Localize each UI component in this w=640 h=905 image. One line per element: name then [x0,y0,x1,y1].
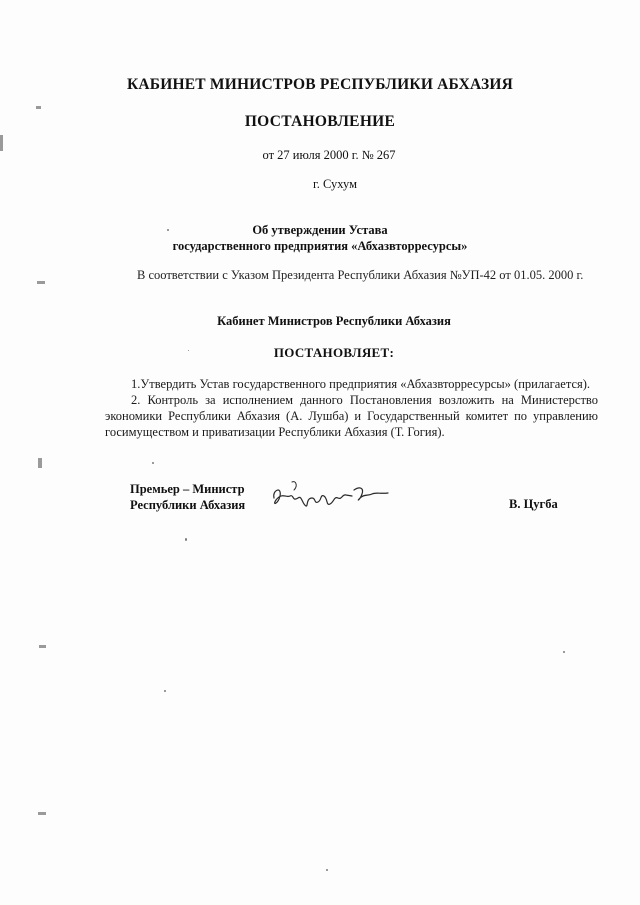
signatory-title-line-1: Премьер – Министр [130,482,245,496]
scan-speck [326,869,328,871]
scan-speck [563,651,565,653]
subject-block [0,222,640,254]
document-type-heading: ПОСТАНОВЛЕНИЕ [244,113,396,130]
date-number-line: от 27 июля 2000 г. № 267 [262,148,396,162]
scan-speck [185,538,187,541]
signatory-title-line-2: Республики Абхазия [130,498,246,512]
clauses-block [105,376,598,440]
scan-edge-mark [36,106,41,109]
scan-edge-mark [37,281,45,284]
subject-line-2: государственного предприятия «Абхазвторресурсы» [172,239,468,253]
scan-edge-mark [39,645,46,648]
signatory-title [130,481,245,513]
cabinet-line: Кабинет Министров Республики Абхазия [217,314,451,328]
subject-line-1: Об утверждении Устава [252,223,388,237]
organization-heading: КАБИНЕТ МИНИСТРОВ РЕСПУБЛИКИ АБХАЗИЯ [126,76,514,93]
clause-2: 2. Контроль за исполнением данного Постановления возложить на Министерство экономики Республики Абхазия (А. Лушба) и Государственный комитет по управлению госимуществом и приватизации Республики Абхазия (Т. Гогия). [105,393,598,439]
handwritten-signature [268,476,398,516]
scan-edge-mark [38,458,42,468]
scan-speck [164,690,166,692]
city-line: г. Сухум [312,177,357,191]
clause-1: 1.Утвердить Устав государственного предприятия «Абхазвторресурсы» (прилагается). [131,377,591,391]
scan-speck [152,462,154,464]
resolves-heading: ПОСТАНОВЛЯЕТ: [273,345,395,360]
scan-edge-mark [38,812,46,815]
preamble: В соответствии с Указом Президента Республики Абхазия №УП-42 от 01.05. 2000 г. [137,268,584,282]
signatory-name: В. Цугба [509,497,558,511]
